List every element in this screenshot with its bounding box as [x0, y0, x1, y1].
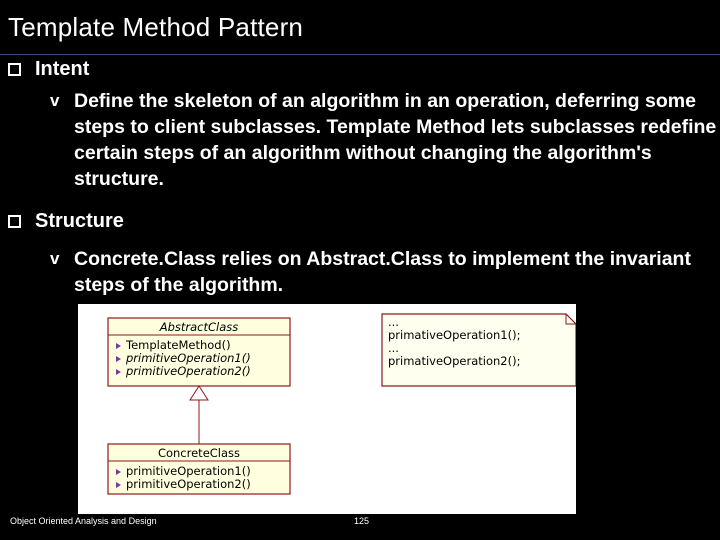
note-line-4: primativeOperation2();	[388, 354, 521, 368]
slide-title: Template Method Pattern	[8, 12, 304, 42]
diamond-bullet-icon: v	[50, 249, 60, 268]
bullet-intent-label: Intent	[35, 58, 90, 80]
sub-bullet-intent	[50, 88, 718, 192]
bullet-structure	[8, 210, 124, 233]
note-line-3: ...	[388, 341, 399, 355]
note-line-1: ...	[388, 315, 399, 329]
sub-bullet-structure-text: Concrete.Class relies on Abstract.Class to implement the invariant steps of the algorithm.	[74, 248, 691, 296]
generalization-arrow	[190, 386, 208, 444]
concrete-op-primitive-1: primitiveOperation1()	[126, 464, 251, 478]
title-divider	[0, 54, 720, 55]
bullet-structure-label: Structure	[35, 210, 124, 232]
concrete-class-name: ConcreteClass	[157, 446, 241, 460]
diamond-bullet-icon: v	[50, 91, 60, 110]
note-line-2: primativeOperation1();	[388, 328, 521, 342]
footer-course: Object Oriented Analysis and Design	[10, 516, 157, 526]
square-bullet-icon	[8, 215, 21, 228]
square-bullet-icon	[8, 63, 21, 76]
uml-diagram	[78, 304, 576, 514]
abstract-op-template-method: TemplateMethod()	[126, 338, 231, 352]
uml-note	[382, 314, 576, 386]
uml-diagram-svg	[78, 304, 576, 514]
footer-page-number: 125	[354, 516, 370, 526]
abstract-class-box	[108, 318, 290, 386]
sub-bullet-intent-text: Define the skeleton of an algorithm in an operation, deferring some steps to client subclasses. Template Method lets subclasses redefine certain steps of an algorithm without changing the algorithm's structure.	[74, 90, 717, 190]
concrete-class-box	[108, 444, 290, 494]
sub-bullet-structure	[50, 246, 718, 298]
abstract-op-primitive-1: primitiveOperation1()	[126, 351, 251, 365]
bullet-intent	[8, 58, 89, 81]
concrete-op-primitive-2: primitiveOperation2()	[126, 477, 251, 491]
abstract-op-primitive-2: primitiveOperation2()	[126, 364, 251, 378]
abstract-class-name: AbstractClass	[159, 320, 239, 334]
